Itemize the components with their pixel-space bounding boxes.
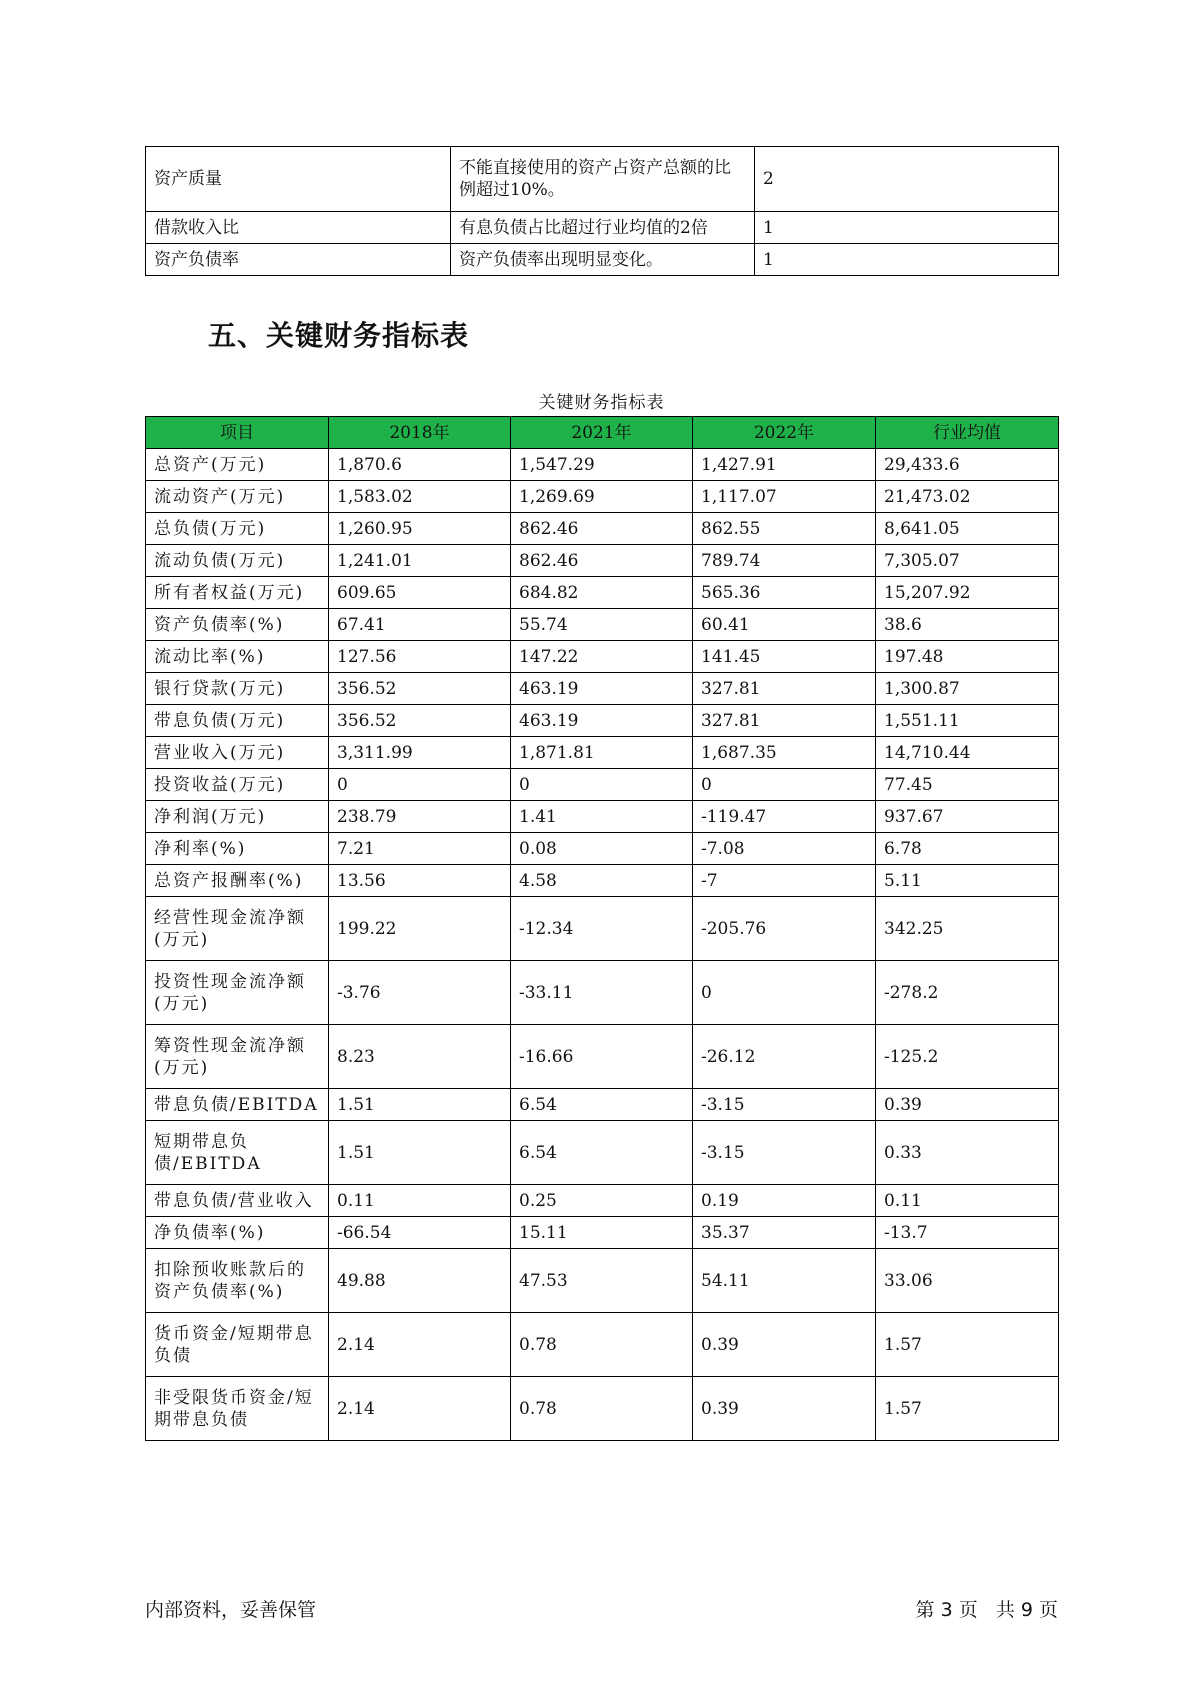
value-industry-avg: 197.48 <box>876 641 1059 673</box>
metric-label: 货币资金/短期带息负债 <box>146 1313 329 1377</box>
value-industry-avg: 38.6 <box>876 609 1059 641</box>
value-2021: 0.08 <box>511 833 693 865</box>
risk-score: 2 <box>755 147 1059 212</box>
value-industry-avg: 0.39 <box>876 1089 1059 1121</box>
value-2018: 7.21 <box>329 833 511 865</box>
table-row <box>146 545 1059 577</box>
table-row <box>146 513 1059 545</box>
value-2021: 47.53 <box>511 1249 693 1313</box>
column-header: 2022年 <box>693 417 876 449</box>
value-2018: 1.51 <box>329 1121 511 1185</box>
value-2022: -7 <box>693 865 876 897</box>
value-industry-avg: 21,473.02 <box>876 481 1059 513</box>
footer-confidential-note: 内部资料，妥善保管 <box>145 1599 317 1621</box>
value-2018: 67.41 <box>329 609 511 641</box>
table-row <box>146 865 1059 897</box>
value-2021: 463.19 <box>511 705 693 737</box>
table-row <box>146 1313 1059 1377</box>
section-heading: 五、关键财务指标表 <box>208 319 470 352</box>
value-industry-avg: 937.67 <box>876 801 1059 833</box>
value-2021: 1,269.69 <box>511 481 693 513</box>
metric-label: 扣除预收账款后的资产负债率(%) <box>146 1249 329 1313</box>
value-2018: 2.14 <box>329 1313 511 1377</box>
value-2018: 13.56 <box>329 865 511 897</box>
metric-label: 经营性现金流净额(万元) <box>146 897 329 961</box>
table-row <box>146 737 1059 769</box>
value-2018: 127.56 <box>329 641 511 673</box>
metric-label: 银行贷款(万元) <box>146 673 329 705</box>
value-2018: 1,241.01 <box>329 545 511 577</box>
metric-label: 所有者权益(万元) <box>146 577 329 609</box>
metric-label: 总资产(万元) <box>146 449 329 481</box>
value-2018: 609.65 <box>329 577 511 609</box>
value-2021: -33.11 <box>511 961 693 1025</box>
value-industry-avg: 5.11 <box>876 865 1059 897</box>
table-row <box>146 1217 1059 1249</box>
value-2018: 8.23 <box>329 1025 511 1089</box>
table-row <box>146 244 1059 276</box>
table-row <box>146 833 1059 865</box>
footer-page-number: 第 3 页 共 9 页 <box>915 1599 1058 1621</box>
column-header: 2018年 <box>329 417 511 449</box>
value-2021: 1,547.29 <box>511 449 693 481</box>
table-row <box>146 449 1059 481</box>
value-industry-avg: 0.33 <box>876 1121 1059 1185</box>
value-2022: 862.55 <box>693 513 876 545</box>
value-2018: 356.52 <box>329 673 511 705</box>
metric-label: 流动比率(%) <box>146 641 329 673</box>
value-2021: 4.58 <box>511 865 693 897</box>
metric-label: 资产负债率(%) <box>146 609 329 641</box>
table-row <box>146 1089 1059 1121</box>
value-2021: 0 <box>511 769 693 801</box>
table-row <box>146 609 1059 641</box>
value-2018: 1,583.02 <box>329 481 511 513</box>
table-row <box>146 641 1059 673</box>
value-2022: 0 <box>693 769 876 801</box>
value-2022: 0.19 <box>693 1185 876 1217</box>
risk-desc: 资产负债率出现明显变化。 <box>451 244 755 276</box>
value-industry-avg: 1.57 <box>876 1313 1059 1377</box>
risk-score: 1 <box>755 212 1059 244</box>
value-2018: -66.54 <box>329 1217 511 1249</box>
value-2022: 0 <box>693 961 876 1025</box>
key-financial-metrics-table <box>145 416 1059 1441</box>
value-2018: 238.79 <box>329 801 511 833</box>
value-industry-avg: -13.7 <box>876 1217 1059 1249</box>
value-2021: 0.78 <box>511 1377 693 1441</box>
metric-label: 流动负债(万元) <box>146 545 329 577</box>
value-2022: -3.15 <box>693 1121 876 1185</box>
value-2021: -12.34 <box>511 897 693 961</box>
metric-label: 带息负债(万元) <box>146 705 329 737</box>
table-row <box>146 769 1059 801</box>
value-2018: 356.52 <box>329 705 511 737</box>
value-industry-avg: 33.06 <box>876 1249 1059 1313</box>
value-2022: -119.47 <box>693 801 876 833</box>
metric-label: 投资收益(万元) <box>146 769 329 801</box>
value-industry-avg: 1.57 <box>876 1377 1059 1441</box>
table-row <box>146 1025 1059 1089</box>
value-2022: 789.74 <box>693 545 876 577</box>
table-row <box>146 1121 1059 1185</box>
value-2022: 327.81 <box>693 705 876 737</box>
value-2018: -3.76 <box>329 961 511 1025</box>
table-row <box>146 801 1059 833</box>
metric-label: 筹资性现金流净额(万元) <box>146 1025 329 1089</box>
value-2018: 0.11 <box>329 1185 511 1217</box>
risk-score: 1 <box>755 244 1059 276</box>
metric-label: 带息负债/营业收入 <box>146 1185 329 1217</box>
value-2022: 60.41 <box>693 609 876 641</box>
metric-label: 净利率(%) <box>146 833 329 865</box>
value-industry-avg: 6.78 <box>876 833 1059 865</box>
table-row <box>146 147 1059 212</box>
value-2021: 6.54 <box>511 1089 693 1121</box>
table-row <box>146 577 1059 609</box>
value-2022: 1,427.91 <box>693 449 876 481</box>
value-industry-avg: 8,641.05 <box>876 513 1059 545</box>
value-2021: 147.22 <box>511 641 693 673</box>
risk-desc: 不能直接使用的资产占资产总额的比例超过10%。 <box>451 147 755 212</box>
metric-label: 流动资产(万元) <box>146 481 329 513</box>
value-2021: 0.78 <box>511 1313 693 1377</box>
value-2018: 199.22 <box>329 897 511 961</box>
column-header: 2021年 <box>511 417 693 449</box>
value-2022: 1,117.07 <box>693 481 876 513</box>
value-2021: 463.19 <box>511 673 693 705</box>
table-row <box>146 673 1059 705</box>
metric-label: 投资性现金流净额(万元) <box>146 961 329 1025</box>
value-2018: 1,870.6 <box>329 449 511 481</box>
value-2022: 141.45 <box>693 641 876 673</box>
risk-item: 借款收入比 <box>146 212 451 244</box>
value-2022: -3.15 <box>693 1089 876 1121</box>
table-row <box>146 1249 1059 1313</box>
column-header: 行业均值 <box>876 417 1059 449</box>
risk-indicator-table <box>145 146 1059 276</box>
risk-item: 资产负债率 <box>146 244 451 276</box>
value-2021: 1.41 <box>511 801 693 833</box>
metric-label: 短期带息负债/EBITDA <box>146 1121 329 1185</box>
value-industry-avg: -125.2 <box>876 1025 1059 1089</box>
value-2021: 55.74 <box>511 609 693 641</box>
table-row <box>146 705 1059 737</box>
value-2021: 684.82 <box>511 577 693 609</box>
risk-desc: 有息负债占比超过行业均值的2倍 <box>451 212 755 244</box>
metric-label: 总资产报酬率(%) <box>146 865 329 897</box>
value-2018: 2.14 <box>329 1377 511 1441</box>
value-2018: 3,311.99 <box>329 737 511 769</box>
value-2021: -16.66 <box>511 1025 693 1089</box>
value-industry-avg: 1,551.11 <box>876 705 1059 737</box>
metric-label: 非受限货币资金/短期带息负债 <box>146 1377 329 1441</box>
table-row <box>146 1185 1059 1217</box>
table-row <box>146 897 1059 961</box>
table-row <box>146 1377 1059 1441</box>
value-2022: 565.36 <box>693 577 876 609</box>
value-2018: 0 <box>329 769 511 801</box>
table-row <box>146 212 1059 244</box>
value-2021: 6.54 <box>511 1121 693 1185</box>
value-2021: 862.46 <box>511 545 693 577</box>
metric-label: 带息负债/EBITDA <box>146 1089 329 1121</box>
risk-item: 资产质量 <box>146 147 451 212</box>
value-2018: 49.88 <box>329 1249 511 1313</box>
value-industry-avg: -278.2 <box>876 961 1059 1025</box>
value-2022: -205.76 <box>693 897 876 961</box>
value-industry-avg: 1,300.87 <box>876 673 1059 705</box>
value-2022: 0.39 <box>693 1313 876 1377</box>
value-2021: 1,871.81 <box>511 737 693 769</box>
value-2022: -7.08 <box>693 833 876 865</box>
metric-label: 净负债率(%) <box>146 1217 329 1249</box>
column-header: 项目 <box>146 417 329 449</box>
value-2021: 862.46 <box>511 513 693 545</box>
table-header-row <box>146 417 1059 449</box>
value-2018: 1,260.95 <box>329 513 511 545</box>
value-industry-avg: 7,305.07 <box>876 545 1059 577</box>
value-industry-avg: 29,433.6 <box>876 449 1059 481</box>
value-2021: 15.11 <box>511 1217 693 1249</box>
value-2022: 54.11 <box>693 1249 876 1313</box>
value-industry-avg: 0.11 <box>876 1185 1059 1217</box>
table-row <box>146 481 1059 513</box>
value-industry-avg: 14,710.44 <box>876 737 1059 769</box>
value-industry-avg: 342.25 <box>876 897 1059 961</box>
metric-label: 净利润(万元) <box>146 801 329 833</box>
value-industry-avg: 77.45 <box>876 769 1059 801</box>
metric-label: 营业收入(万元) <box>146 737 329 769</box>
table-caption: 关键财务指标表 <box>538 393 665 413</box>
value-2021: 0.25 <box>511 1185 693 1217</box>
table-row <box>146 961 1059 1025</box>
value-2018: 1.51 <box>329 1089 511 1121</box>
metric-label: 总负债(万元) <box>146 513 329 545</box>
value-2022: 1,687.35 <box>693 737 876 769</box>
value-2022: 327.81 <box>693 673 876 705</box>
value-industry-avg: 15,207.92 <box>876 577 1059 609</box>
value-2022: -26.12 <box>693 1025 876 1089</box>
value-2022: 0.39 <box>693 1377 876 1441</box>
value-2022: 35.37 <box>693 1217 876 1249</box>
